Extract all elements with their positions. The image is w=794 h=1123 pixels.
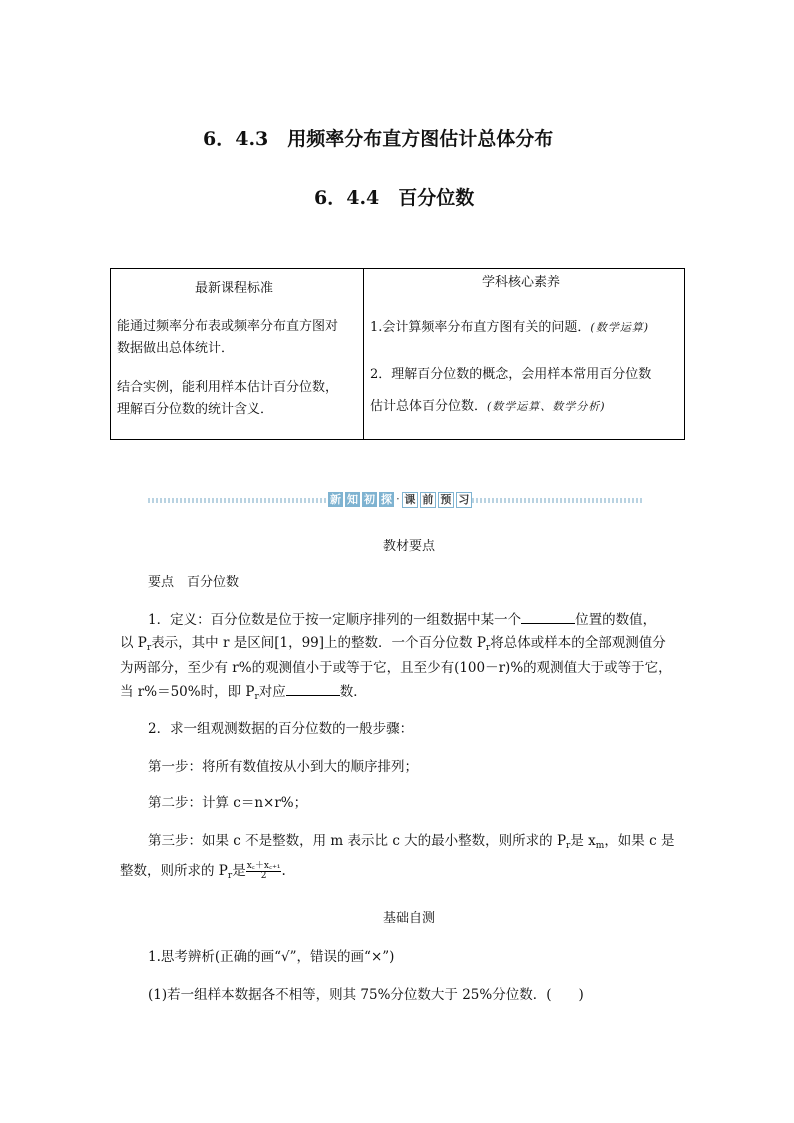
right-item-2-line-2 — [370, 399, 606, 415]
fraction-numerator: x꜀＋x꜀₊₁ — [246, 861, 281, 871]
definition-line-2 — [120, 634, 666, 657]
banner-dot: · — [396, 492, 400, 506]
left-line-3: 结合实例，能利用样本估计百分位数， — [117, 380, 339, 395]
definition-text-2c: 将总体或样本的全部观测值分 — [490, 635, 666, 651]
left-column — [111, 269, 364, 440]
right-item-2-line-1: 2．理解百分位数的概念，会用样本常用百分位数 — [370, 367, 652, 382]
banner-char: 初 — [364, 493, 375, 506]
step-3-end: . — [281, 863, 286, 879]
banner-char: 知 — [347, 493, 358, 506]
banner-left-line — [148, 498, 326, 503]
banner-right-line — [472, 498, 644, 503]
banner-char: 习 — [456, 492, 472, 508]
definition-line-3: 为两部分，至少有 r%的观测值小于或等于它，且至少有(100－r)%的观测值大于或等于它， — [120, 660, 672, 676]
banner-char: 探 — [381, 493, 392, 506]
section-heading: 教材要点 — [383, 539, 436, 554]
left-line-2: 数据做出总体统计． — [117, 341, 235, 356]
left-line-4: 理解百分位数的统计含义． — [117, 402, 274, 417]
fraction-formula — [246, 862, 282, 881]
subscript-r: r — [146, 643, 152, 653]
step-2: 第二步：计算 c＝n×r%； — [148, 795, 308, 811]
standards-table — [110, 268, 685, 440]
definition-line-4 — [120, 683, 367, 706]
subscript-r: r — [227, 871, 233, 881]
step-3-text-a: 第三步：如果 c 不是整数，用 m 表示比 c 大的最小整数，则所求的 P — [148, 833, 567, 849]
question-1: 1.思考辨析(正确的画“√”，错误的画“×”) — [148, 949, 395, 965]
question-1-1: (1)若一组样本数据各不相等，则其 75%分位数大于 25%分位数．( ) — [148, 987, 584, 1003]
title-line-2: 6．4.4 百分位数 — [314, 187, 475, 209]
banner-char: 课 — [402, 492, 418, 508]
definition-text-4b: 对应 — [258, 684, 286, 700]
fraction-denominator: 2 — [260, 871, 267, 881]
definition-text-1a: 1．定义：百分位数是位于按一定顺序排列的一组数据中某一个 — [148, 612, 522, 628]
steps-heading: 2．求一组观测数据的百分位数的一般步骤： — [148, 721, 414, 737]
definition-text-1b: 位置的数值， — [575, 612, 657, 628]
self-test-heading: 基础自测 — [383, 911, 436, 926]
definition-text-2b: 表示，其中 r 是区间[1，99]上的整数．一个百分位数 P — [151, 635, 486, 651]
step-3-text-d: 整数，则所求的 P — [120, 863, 228, 879]
subscript-m: m — [595, 841, 605, 851]
subscript-r: r — [254, 692, 259, 702]
banner-char: 新 — [330, 493, 341, 506]
right-item-2-tag: (数学运算、数学分析) — [487, 400, 606, 413]
definition-text-2a: 以 P — [120, 635, 147, 651]
subscript-r: r — [566, 841, 571, 851]
right-item-1 — [370, 320, 649, 336]
step-3-text-c: ，如果 c 是 — [604, 833, 675, 849]
blank-position — [521, 611, 575, 624]
definition-line-1 — [148, 611, 656, 629]
banner-char: 预 — [438, 492, 454, 508]
point-title: 要点 百分位数 — [148, 575, 240, 590]
step-3-text-b: 是 x — [570, 833, 596, 849]
definition-text-4c: 数． — [339, 684, 367, 700]
step-1: 第一步：将所有数值按从小到大的顺序排列； — [148, 759, 418, 775]
definition-text-4a: 当 r%＝50%时，即 P — [120, 684, 255, 700]
subscript-r: r — [485, 643, 491, 653]
right-item-1-text: 1.会计算频率分布直方图有关的问题． — [370, 320, 591, 335]
right-header: 学科核心素养 — [482, 275, 561, 290]
title-line-1: 6．4.3 用频率分布直方图估计总体分布 — [203, 128, 554, 150]
blank-median — [286, 683, 340, 696]
step-3-line-2 — [120, 862, 286, 885]
step-3-line-1 — [148, 832, 674, 855]
left-header: 最新课程标准 — [195, 281, 274, 296]
banner-char: 前 — [420, 492, 436, 508]
right-item-1-tag: (数学运算) — [590, 321, 649, 334]
step-3-text-e: 是 — [232, 863, 246, 879]
section-banner — [328, 492, 472, 508]
left-line-1: 能通过频率分布表或频率分布直方图对 — [117, 319, 339, 334]
right-item-2-text: 估计总体百分位数． — [370, 399, 488, 414]
right-column — [364, 269, 685, 440]
